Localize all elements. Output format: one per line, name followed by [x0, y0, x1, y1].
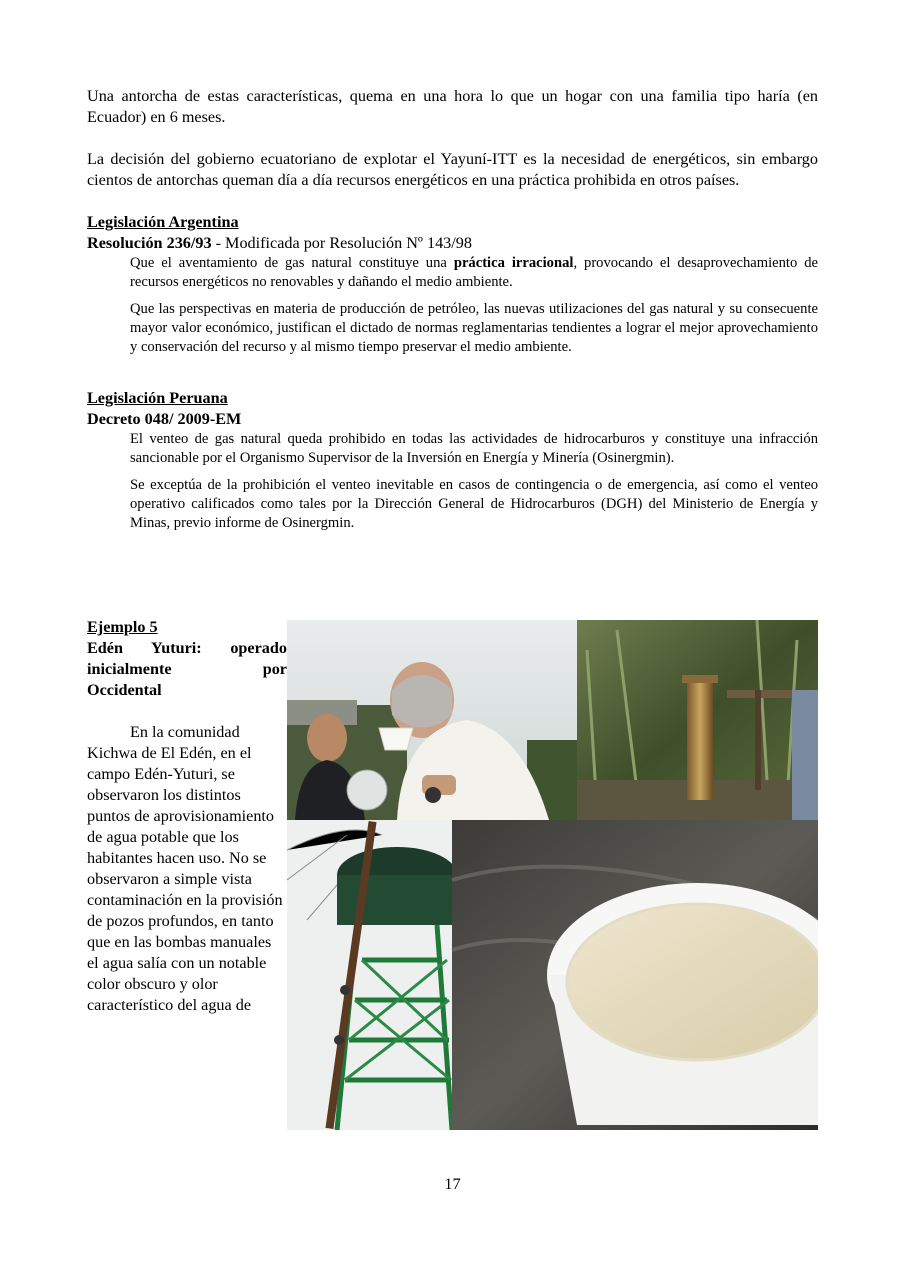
peru-quote-2: Se exceptúa de la prohibición el venteo inevitable en casos de contingencia o de emergencia, así como el venteo operativo calificados como tales por la Dirección General de Hidrocarburos (DGH) del Ministerio de Energía y Minas, previo informe de Osinergmin. [130, 477, 818, 531]
argentina-quote-2: Que las perspectivas en materia de producción de petróleo, las nuevas utilizaciones del gas natural y su consecuente mayor valor económico, justifican el dictado de normas reglamentarias tendientes a lograr el mejor aprovechamiento y conservación del recurso y al mismo tiempo preservar el medio ambiente. [130, 301, 818, 355]
example-subtitle-line-2: inicialmente por [87, 660, 287, 678]
photo-water-tower [287, 820, 457, 1130]
photo-men-testing-water [287, 620, 577, 820]
quote-emphasis: práctica irracional [453, 255, 574, 271]
peru-decree: Decreto 048/ 2009-EM [87, 410, 242, 428]
peru-quote-1: El venteo de gas natural queda prohibido en todas las actividades de hidrocarburos y constituye una infracción sancionable por el Organismo Supervisor de la Inversión en Energía y Minería (Osinergmin). [130, 431, 818, 466]
argentina-quote-1 [130, 254, 818, 292]
resolution-number: Resolución 236/93 [87, 234, 212, 252]
intro-paragraph-1: Una antorcha de estas características, quema en una hora lo que un hogar con una familia tipo haría (en Ecuador) en 6 meses. [87, 87, 818, 126]
quote-text: , provocando el desaprovechamiento de recursos energéticos no renovables y dañando el medio ambiente. [130, 255, 819, 290]
argentina-heading: Legislación Argentina [87, 213, 239, 231]
photo-collage [287, 620, 818, 1130]
page-content [87, 86, 818, 533]
example-subtitle-line-3: Occidental [87, 681, 162, 699]
page-number: 17 [444, 1175, 461, 1193]
intro-paragraph-2: La decisión del gobierno ecuatoriano de explotar el Yayuní-ITT es la necesidad de energéticos, sin embargo cientos de antorchas queman día a día recursos energéticos en una práctica prohibida en otros países. [87, 150, 818, 189]
example-body-text: En la comunidad Kichwa de El Edén, en el campo Edén-Yuturi, se observaron los distintos puntos de aprovisionamiento de agua potable que los habitantes hacen uso. No se observaron a simple vista contaminación en la provisión de pozos profundos, en tanto que en las bombas manuales el agua salía con un notable color obscuro y olor característico del agua de [87, 723, 283, 1014]
resolution-modification: - Modificada por Resolución Nº 143/98 [211, 234, 472, 252]
argentina-resolution [87, 233, 818, 254]
photo-cup-of-water [452, 820, 818, 1130]
example-5-block [87, 617, 287, 1016]
quote-text: Que el aventamiento de gas natural constituye una [130, 255, 454, 271]
example-subtitle-line-1: Edén Yuturi: operado [87, 639, 287, 657]
photo-well-pipe [577, 620, 818, 820]
example-heading: Ejemplo 5 [87, 618, 158, 636]
peru-heading: Legislación Peruana [87, 389, 228, 407]
